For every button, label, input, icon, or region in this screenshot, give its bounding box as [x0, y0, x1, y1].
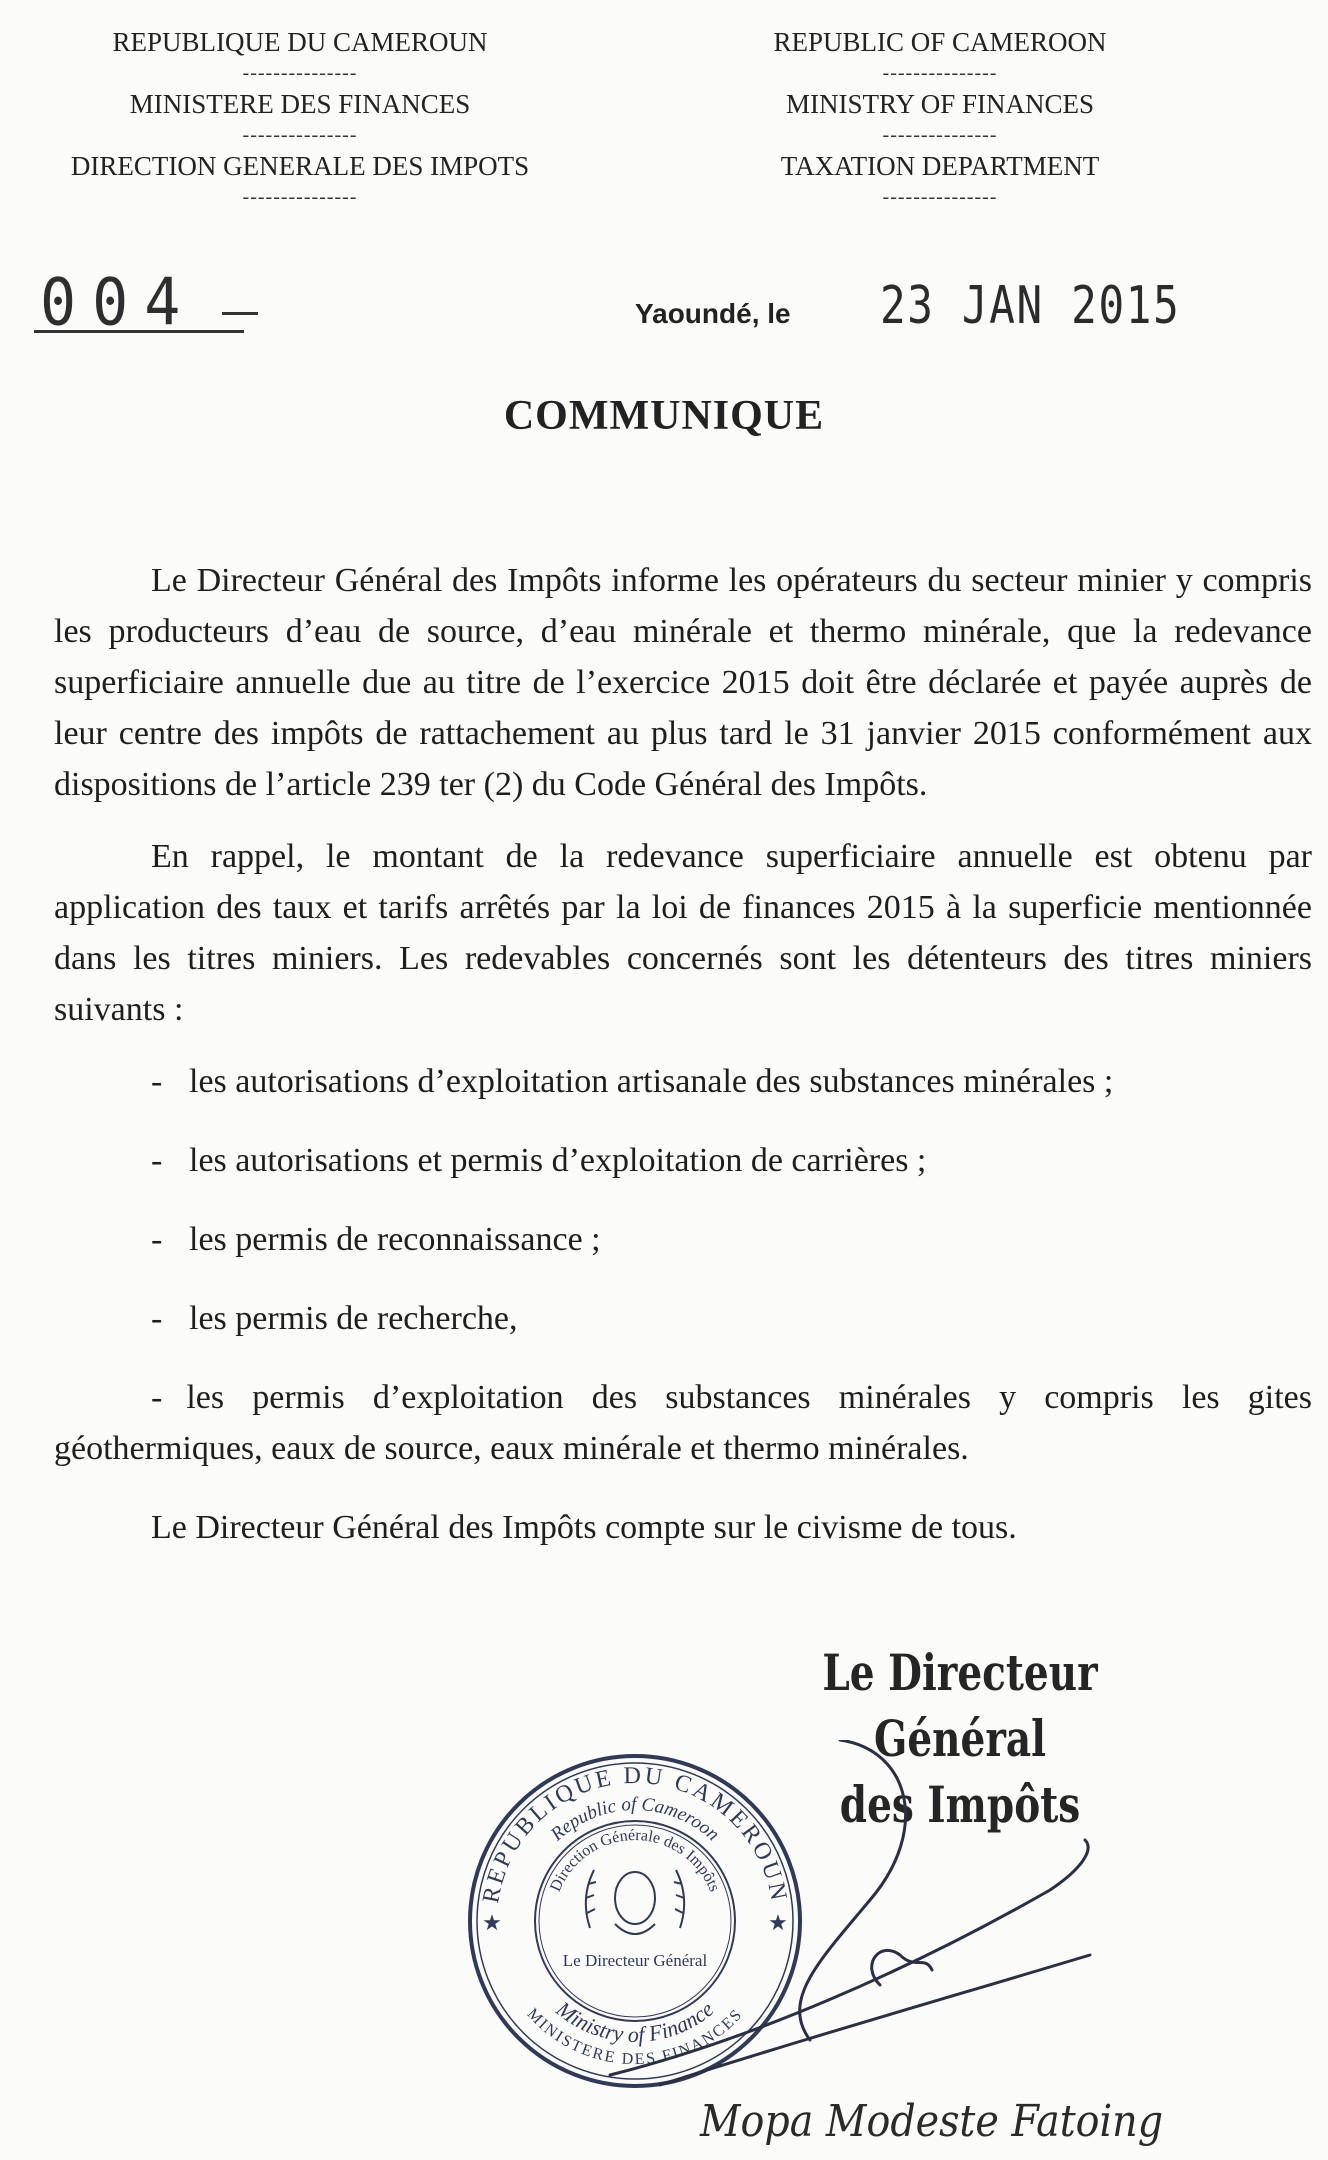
header-ministry-fr: MINISTERE DES FINANCES	[129, 89, 471, 119]
signatory-title-line1: Le Directeur Général	[822, 1643, 1098, 1768]
list-item-text: les autorisations d’exploitation artisanale des substances minérales ;	[189, 1063, 1114, 1100]
header-separator: ---------------	[242, 186, 358, 208]
signatory-name: Mopa Modeste Fatoing	[700, 2096, 1164, 2147]
list-item-text: les permis de reconnaissance ;	[189, 1221, 601, 1258]
reference-underline	[34, 330, 244, 333]
bullet-marker: -	[151, 1221, 163, 1258]
date-stamp: 23 JAN 2015	[880, 276, 1181, 336]
header-department-en: TAXATION DEPARTMENT	[780, 151, 1100, 181]
bullet-marker: -	[151, 1300, 163, 1337]
bullet-marker: -	[151, 1063, 163, 1100]
header-department-fr: DIRECTION GENERALE DES IMPOTS	[70, 151, 530, 181]
seal-bottom-text-fr: MINISTERE DES FINANCES	[523, 2005, 747, 2069]
header-separator: ---------------	[882, 62, 998, 84]
paragraph: Le Directeur Général des Impôts informe les opérateurs du secteur minier y compris les producteurs d’eau de source, d’eau minérale et thermo minérale, que la redevance superficiaire annuelle due au titre de l’exercice 2015 doit être déclarée et payée auprès de leur centre des impôts de rattachement au plus tard le 31 janvier 2015 conformément aux dispositions de l’article 239 ter (2) du Code Général des Impôts.	[54, 562, 1312, 803]
header-separator: ---------------	[882, 186, 998, 208]
header-separator: ---------------	[242, 124, 358, 146]
header-country-fr: REPUBLIQUE DU CAMEROUN	[112, 27, 488, 57]
header-right	[680, 26, 1200, 212]
seal-center-text: Le Directeur Général	[562, 1951, 708, 1970]
document-body	[54, 555, 1312, 1553]
svg-text:★: ★	[768, 1910, 788, 1935]
paragraph: En rappel, le montant de la redevance superficiaire annuelle est obtenu par application des taux et tarifs arrêtés par la loi de finances 2015 à la superficie mentionnée dans les titres miniers. Les redevables concernés sont les détenteurs des titres miniers suivants :	[54, 838, 1312, 1028]
document-title: COMMUNIQUE	[503, 393, 825, 439]
seal-outer-text-en: Republic of Cameroon	[546, 1793, 724, 1846]
signatory-title-line2: des Impôts	[839, 1775, 1081, 1834]
list-item	[54, 1056, 1312, 1107]
list-item	[54, 1214, 1312, 1265]
list-item-text: les permis d’exploitation des substances minérales y compris les gites géothermiques, eaux de source, eaux minérale et thermo minérales.	[54, 1379, 1312, 1467]
svg-text:★: ★	[482, 1910, 502, 1935]
seal-bottom-text: Ministry of Finance	[551, 1996, 719, 2048]
reference-number: 004	[40, 265, 197, 341]
header-ministry-en: MINISTRY OF FINANCES	[785, 89, 1095, 119]
header-separator: ---------------	[242, 62, 358, 84]
seal-inner-text: Direction Générale des Impôts	[547, 1826, 723, 1895]
seal-outer-text: REPUBLIQUE DU CAMEROUN	[478, 1762, 792, 1906]
list-item	[54, 1293, 1312, 1344]
bullet-marker: -	[151, 1142, 163, 1179]
list-item-text: les autorisations et permis d’exploitation de carrières ;	[189, 1142, 927, 1179]
list-item	[54, 1372, 1312, 1474]
bullet-marker: -	[151, 1379, 163, 1416]
header-separator: ---------------	[882, 124, 998, 146]
header-left	[40, 26, 560, 212]
list-item-text: les permis de recherche,	[189, 1300, 518, 1337]
list-item	[54, 1135, 1312, 1186]
header-country-en: REPUBLIC OF CAMEROON	[773, 27, 1107, 57]
reference-dash	[222, 312, 258, 315]
handwritten-signature	[580, 1740, 1100, 2100]
dateline-place: Yaoundé, le	[635, 298, 791, 329]
closing-sentence: Le Directeur Général des Impôts compte sur le civisme de tous.	[151, 1509, 1017, 1546]
